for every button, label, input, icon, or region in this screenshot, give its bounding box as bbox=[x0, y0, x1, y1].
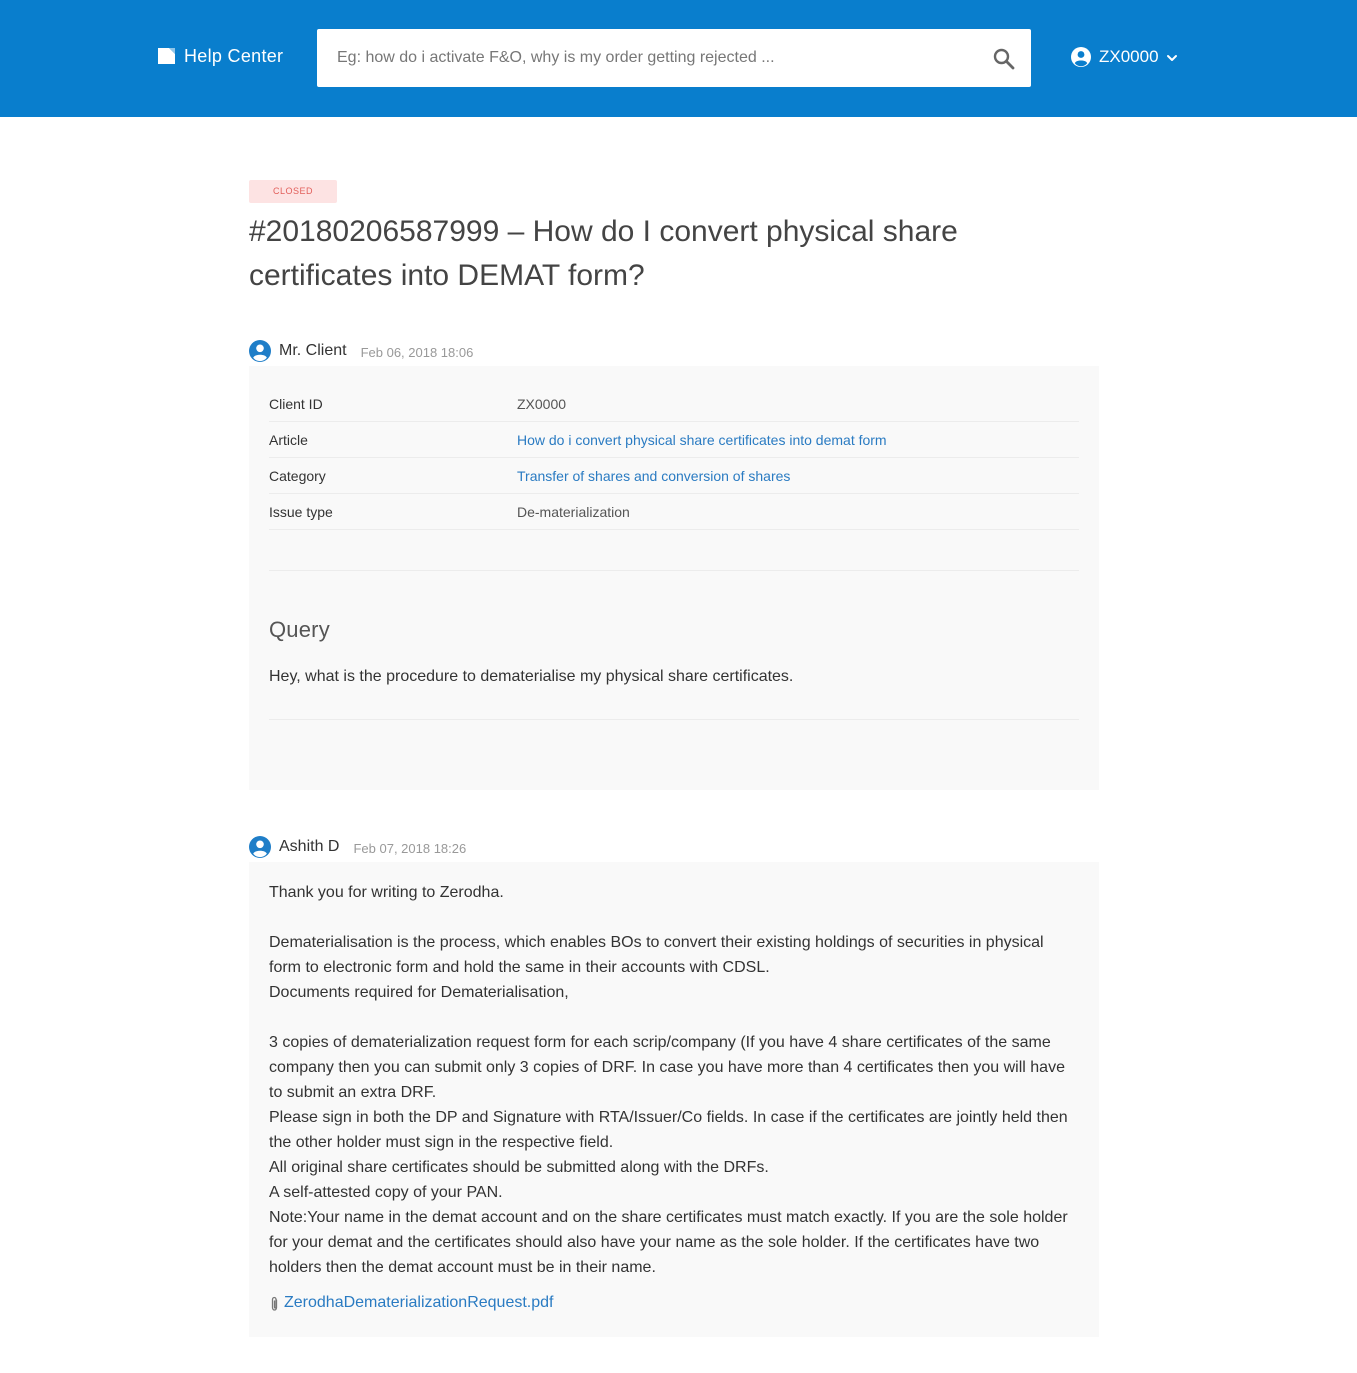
user-circle-icon bbox=[249, 340, 271, 362]
query-heading: Query bbox=[269, 617, 330, 642]
detail-row-client-id bbox=[269, 386, 1079, 422]
reply-post-date: Feb 07, 2018 18:26 bbox=[353, 841, 467, 856]
search-bar bbox=[317, 29, 1031, 87]
attachment bbox=[269, 1290, 1079, 1315]
attachment-link[interactable]: ZerodhaDematerializationRequest.pdf bbox=[284, 1294, 554, 1311]
paperclip-icon bbox=[269, 1295, 280, 1311]
brand-title: Help Center bbox=[184, 45, 284, 66]
client-author-name: Mr. Client bbox=[279, 342, 347, 359]
client-post-header bbox=[249, 338, 1099, 364]
reply-paragraph: Dematerialisation is the process, which enables BOs to convert their existing holdings of securities in physical form to electronic form and hold the same in their accounts with CDSL. bbox=[269, 934, 1044, 976]
reply-paragraph: Thank you for writing to Zerodha. bbox=[269, 884, 504, 901]
detail-row-article bbox=[269, 422, 1079, 458]
ticket-details-table bbox=[269, 386, 1079, 571]
article-link[interactable]: How do i convert physical share certificates into demat form bbox=[517, 431, 887, 448]
reply-paragraph: All original share certificates should be submitted along with the DRFs. bbox=[269, 1159, 769, 1176]
category-link[interactable]: Transfer of shares and conversion of shares bbox=[517, 467, 791, 484]
ticket-title: #20180206587999 – How do I convert physical share certificates into DEMAT form? bbox=[249, 215, 958, 292]
detail-label: Category bbox=[269, 467, 326, 484]
help-center-logo-icon bbox=[158, 48, 175, 64]
reply-post-header bbox=[249, 834, 1099, 860]
divider bbox=[269, 719, 1079, 779]
chevron-down-icon bbox=[1166, 51, 1178, 63]
brand-link[interactable] bbox=[158, 44, 283, 68]
detail-row-category bbox=[269, 458, 1079, 494]
user-id-label: ZX0000 bbox=[1099, 47, 1159, 66]
detail-label: Article bbox=[269, 431, 308, 448]
client-post bbox=[249, 338, 1099, 790]
reply-post-body bbox=[249, 862, 1099, 1337]
detail-value: De-materialization bbox=[517, 503, 630, 520]
search-icon[interactable] bbox=[993, 48, 1015, 70]
user-circle-icon bbox=[1071, 47, 1091, 67]
detail-row-issue-type bbox=[269, 494, 1079, 530]
client-post-body bbox=[249, 366, 1099, 790]
status-badge: CLOSED bbox=[249, 180, 337, 203]
divider bbox=[269, 530, 1079, 571]
reply-paragraph: Please sign in both the DP and Signature with RTA/Issuer/Co fields. In case if the certificates are jointly held then the other holder must sign in the respective field. bbox=[269, 1109, 1068, 1151]
reply-paragraph: 3 copies of dematerialization request form for each scrip/company (If you have 4 share certificates of the same company then you can submit only 3 copies of DRF. In case you have more than 4 certificates then you will have to submit an extra DRF. bbox=[269, 1034, 1065, 1101]
reply-post bbox=[249, 834, 1099, 1337]
search-input[interactable] bbox=[317, 29, 977, 87]
reply-paragraph: Note:Your name in the demat account and on the share certificates must match exactly. If you are the sole holder for your demat and the certificates should also have your name as the sole holder. If the certificates have two holders then the demat account must be in their name. bbox=[269, 1209, 1068, 1276]
top-header bbox=[0, 0, 1357, 117]
user-circle-icon bbox=[249, 836, 271, 858]
detail-label: Issue type bbox=[269, 503, 333, 520]
query-text: Hey, what is the procedure to dematerialise my physical share certificates. bbox=[269, 668, 794, 685]
reply-paragraph: Documents required for Dematerialisation, bbox=[269, 984, 569, 1001]
client-post-date: Feb 06, 2018 18:06 bbox=[360, 345, 474, 360]
ticket-main bbox=[249, 180, 1099, 1311]
detail-label: Client ID bbox=[269, 395, 323, 412]
user-menu-dropdown[interactable] bbox=[1071, 45, 1178, 69]
detail-value: ZX0000 bbox=[517, 395, 567, 412]
reply-author-name: Ashith D bbox=[279, 838, 340, 855]
reply-paragraph: A self-attested copy of your PAN. bbox=[269, 1184, 503, 1201]
